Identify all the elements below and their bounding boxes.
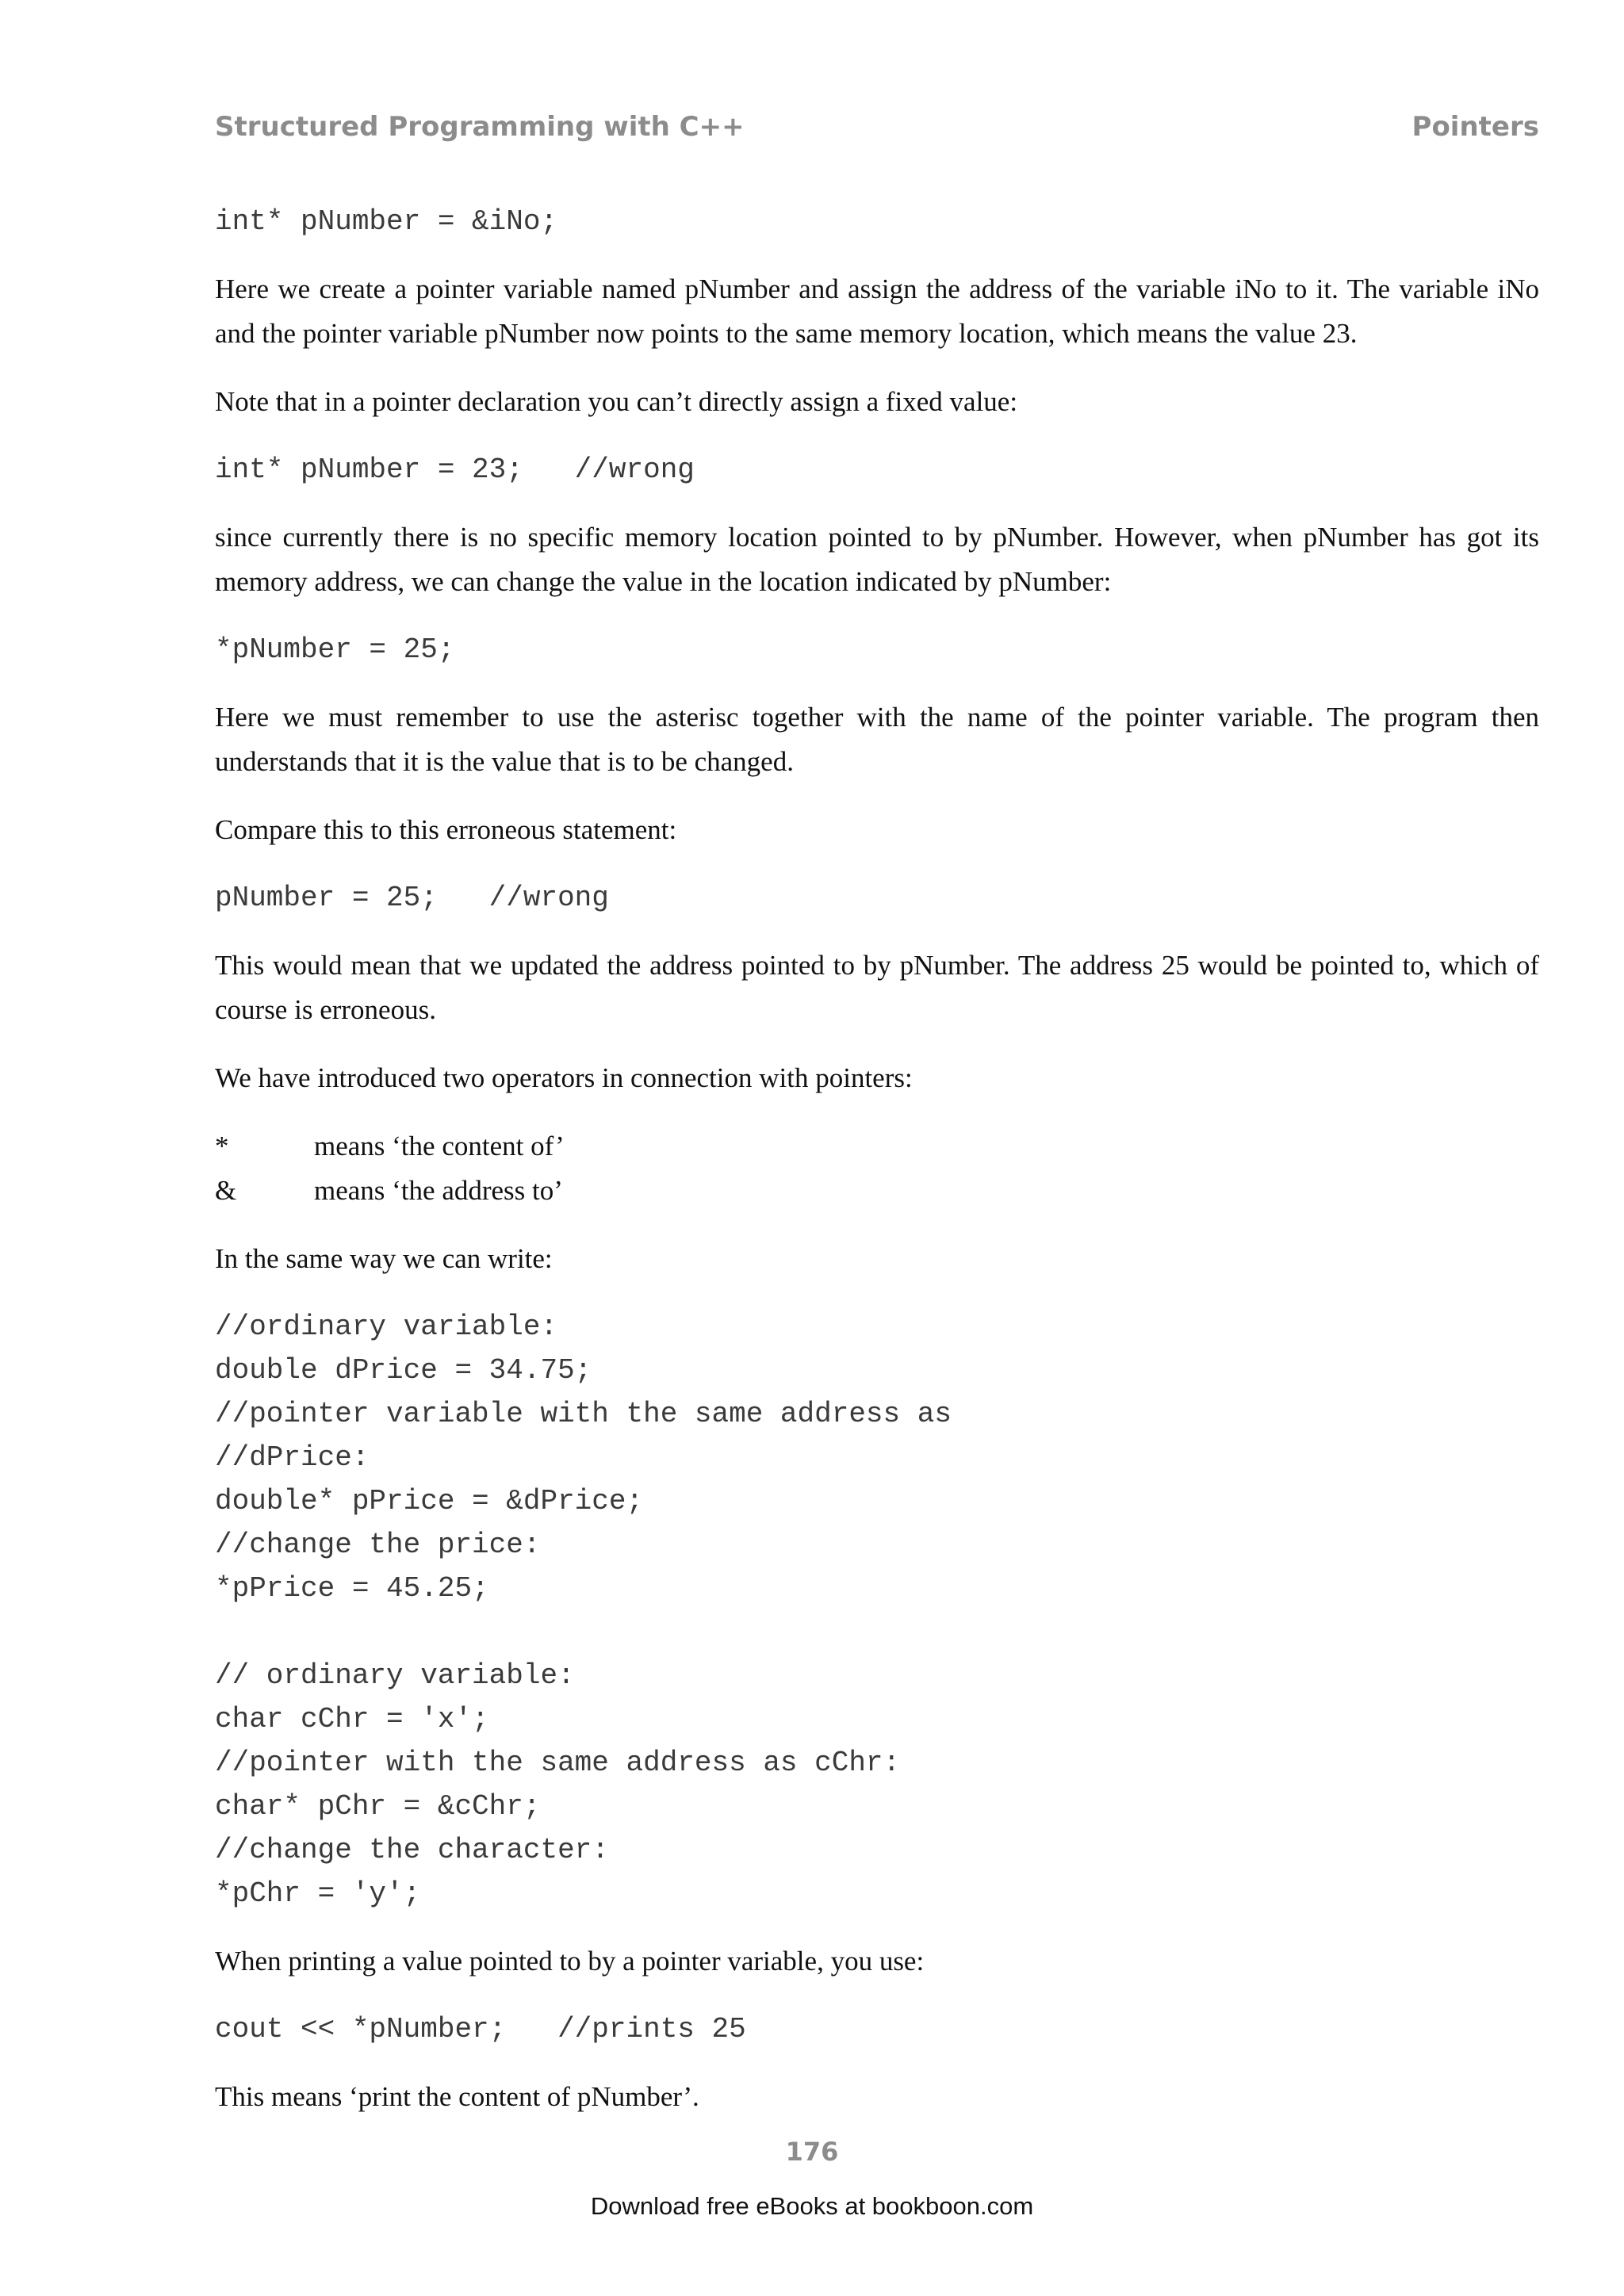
paragraph-operators-intro: We have introduced two operators in connection with pointers:: [215, 1062, 913, 1093]
running-header: [215, 111, 1539, 149]
page-content: [215, 200, 1539, 2143]
operator-meaning: means ‘the address to’: [314, 1175, 563, 1206]
download-footer-link[interactable]: Download free eBooks at bookboon.com: [590, 2192, 1034, 2220]
page-number: 176: [785, 2137, 839, 2167]
paragraph-pointer-explanation: Here we create a pointer variable named pNumber and assign the address of the variable iNo to it. The variable iNo and the pointer variable pNumber now points to the same memory location, which means the value 23.: [215, 274, 1539, 349]
book-title: Structured Programming with C++: [215, 111, 745, 143]
operator-list: [215, 1124, 1539, 1213]
code-cout-example: cout << *pNumber; //prints 25: [215, 2013, 746, 2045]
paragraph-printing-intro: When printing a value pointed to by a pointer variable, you use:: [215, 1946, 925, 1976]
paragraph-asterisk-reminder: Here we must remember to use the asterisc together with the name of the pointer variable. The program then understands that it is the value that is to be changed.: [215, 702, 1539, 777]
operator-row: [215, 1124, 1539, 1169]
operator-symbol: &: [215, 1175, 237, 1206]
paragraph-compare: Compare this to this erroneous statement:: [215, 814, 677, 845]
chapter-title: Pointers: [1411, 111, 1539, 143]
paragraph-same-way: In the same way we can write:: [215, 1243, 553, 1274]
operator-symbol: *: [215, 1131, 229, 1161]
code-dereference-assignment: *pNumber = 25;: [215, 633, 455, 666]
code-pointer-declaration: int* pNumber = &iNo;: [215, 205, 558, 238]
paragraph-print-meaning: This means ‘print the content of pNumber’.: [215, 2081, 699, 2112]
code-wrong-assignment: int* pNumber = 23; //wrong: [215, 453, 695, 486]
code-erroneous-statement: pNumber = 25; //wrong: [215, 882, 609, 914]
paragraph-fixed-value-note: Note that in a pointer declaration you can’t directly assign a fixed value:: [215, 386, 1018, 417]
paragraph-memory-location: since currently there is no specific memory location pointed to by pNumber. However, when pNumber has got its memory address, we can change the value in the location indicated by pNumber:: [215, 522, 1539, 597]
operator-meaning: means ‘the content of’: [314, 1131, 565, 1161]
code-variables-example: //ordinary variable: double dPrice = 34.75; //pointer variable with the same address as //dPrice: double* pPrice = &dPrice; //change the price: *pPrice = 45.25; // ordinary variable: char cChr = 'x'; //pointer with the same address as cChr: char* pChr = &cChr; //change the character: *pChr = 'y';: [215, 1311, 952, 1910]
paragraph-address-update: This would mean that we updated the address pointed to by pNumber. The address 25 would be pointed to, which of course is erroneous.: [215, 950, 1539, 1025]
operator-row: [215, 1169, 1539, 1213]
